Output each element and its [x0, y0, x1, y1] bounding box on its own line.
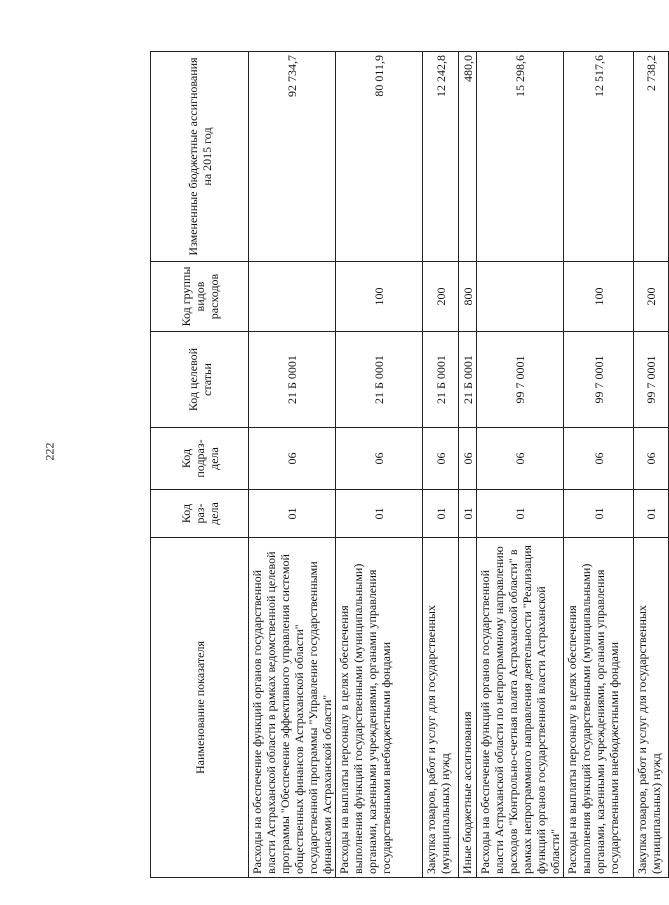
- row-target: 99 7 0001: [564, 332, 634, 428]
- row-section: 01: [249, 490, 336, 538]
- row-name: Расходы на обеспечение функций органов государственной власти Астраханской области по непрограммному направлению расходов "Контрольно-счетная палата Астраханской области" в рамках непрограммного направления деятельности "Реализация функций органов государственной власти Астраханской области": [477, 538, 564, 878]
- budget-table: [150, 51, 669, 878]
- row-subsection: 06: [477, 428, 564, 490]
- rotated-table-frame: [150, 52, 663, 878]
- row-group: [477, 262, 564, 332]
- table-row: [477, 52, 564, 878]
- row-section: 01: [634, 490, 669, 538]
- header-target: Код целевой статьи: [151, 332, 249, 428]
- row-section: 01: [423, 490, 459, 538]
- row-subsection: 06: [336, 428, 423, 490]
- row-group: 100: [564, 262, 634, 332]
- row-name: Расходы на обеспечение функций органов государственной власти Астраханской области в рамках ведомственной целевой программы "Обеспечение эффективного управления системой общественных финансов Астраханской области" государственной программы "Управление государственными финансами Астраханской области": [249, 538, 336, 878]
- row-name: Расходы на выплаты персоналу в целях обеспечения выполнения функций государственными (муниципальными) органами, казенными учреждениями, органами управления государственными внебюджетными фондами: [564, 538, 634, 878]
- row-name: Закупка товаров, работ и услуг для государственных (муниципальных) нужд: [634, 538, 669, 878]
- table-row: [336, 52, 423, 878]
- row-group: 800: [459, 262, 477, 332]
- row-group: [249, 262, 336, 332]
- table-row: [564, 52, 634, 878]
- table-header-row: [151, 52, 249, 878]
- budget-table-wrapper: [150, 52, 663, 878]
- row-amount: 80 011,9: [336, 52, 423, 262]
- row-amount: 12 517,6: [564, 52, 634, 262]
- row-subsection: 06: [564, 428, 634, 490]
- row-subsection: 06: [634, 428, 669, 490]
- row-amount: 15 298,6: [477, 52, 564, 262]
- table-row: [423, 52, 459, 878]
- row-name: Расходы на выплаты персоналу в целях обеспечения выполнения функций государственными (муниципальными) органами, казенными учреждениями, органами управления государственными внебюджетными фондами: [336, 538, 423, 878]
- table-row: [634, 52, 669, 878]
- row-group: 100: [336, 262, 423, 332]
- row-subsection: 06: [249, 428, 336, 490]
- row-target: 99 7 0001: [477, 332, 564, 428]
- row-amount: 12 242,8: [423, 52, 459, 262]
- row-name: Иные бюджетные ассигнования: [459, 538, 477, 878]
- row-subsection: 06: [423, 428, 459, 490]
- row-group: 200: [423, 262, 459, 332]
- header-amount: Измененные бюджетные ассигнования на 2015 год: [151, 52, 249, 262]
- header-group: Код группы видов расходов: [151, 262, 249, 332]
- row-amount: 92 734,7: [249, 52, 336, 262]
- row-group: 200: [634, 262, 669, 332]
- row-section: 01: [336, 490, 423, 538]
- row-target: 21 Б 0001: [336, 332, 423, 428]
- row-name: Закупка товаров, работ и услуг для государственных (муниципальных) нужд: [423, 538, 459, 878]
- row-amount: 2 738,2: [634, 52, 669, 262]
- row-target: 21 Б 0001: [423, 332, 459, 428]
- header-subsection: Код подраз-дела: [151, 428, 249, 490]
- row-amount: 480,0: [459, 52, 477, 262]
- row-target: 99 7 0001: [634, 332, 669, 428]
- row-target: 21 Б 0001: [249, 332, 336, 428]
- table-row: [249, 52, 336, 878]
- row-section: 01: [564, 490, 634, 538]
- row-target: 21 Б 0001: [459, 332, 477, 428]
- table-row: [459, 52, 477, 878]
- page-number: 222: [42, 442, 57, 461]
- row-subsection: 06: [459, 428, 477, 490]
- header-section: Код раз-дела: [151, 490, 249, 538]
- row-section: 01: [477, 490, 564, 538]
- row-section: 01: [459, 490, 477, 538]
- header-name: Наименование показателя: [151, 538, 249, 878]
